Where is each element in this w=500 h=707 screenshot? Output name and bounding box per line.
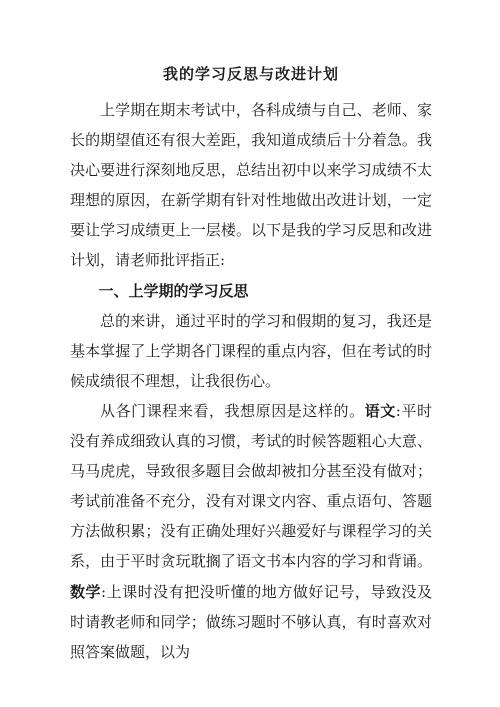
section-heading-reflection: 一、上学期的学习反思	[98, 281, 249, 300]
chinese-analysis-text: :平时没有养成细致认真的习惯，考试的时候答题粗心大意、马马虎虎，导致很多题目会做却被扣分甚至没有做对；考试前准备不充分，没有对课文内容、重点语句、答题方法做积累；没有正确处理好兴趣爱好与课程学习的关系，由于平时贪玩耽搁了语文书本内容的学习和背诵。	[70, 401, 432, 571]
reflection-paragraph-overview: 总的来讲，通过平时的学习和假期的复习，我还是基本掌握了上学期各门课程的重点内容，但在考试的时候成绩很不理想，让我很伤心。	[70, 311, 432, 390]
document-page	[70, 62, 432, 667]
document-title: 我的学习反思与改进计划	[162, 65, 339, 83]
subject-label-math: 数学	[70, 582, 102, 601]
intro-paragraph: 上学期在期末考试中，各科成绩与自己、老师、家长的期望值还有很大差距，我知道成绩后十分着急。我决心要进行深刻地反思，总结出初中以来学习成绩不太理想的原因，在新学期有针对性地做出改进计划，一定要让学习成绩更上一层楼。以下是我的学习反思和改进计划，请老师批评指正:	[70, 101, 432, 270]
reflection-paragraph-subjects	[70, 396, 432, 667]
subjects-lead-text: 从各门课程来看，我想原因是这样的。	[100, 401, 365, 420]
math-analysis-text: :上课时没有把没听懂的地方做好记号，导致没及时请教老师和同学；做练习题时不够认真，有时喜欢对照答案做题，以为	[70, 582, 432, 661]
subject-label-chinese: 语文	[364, 401, 396, 420]
